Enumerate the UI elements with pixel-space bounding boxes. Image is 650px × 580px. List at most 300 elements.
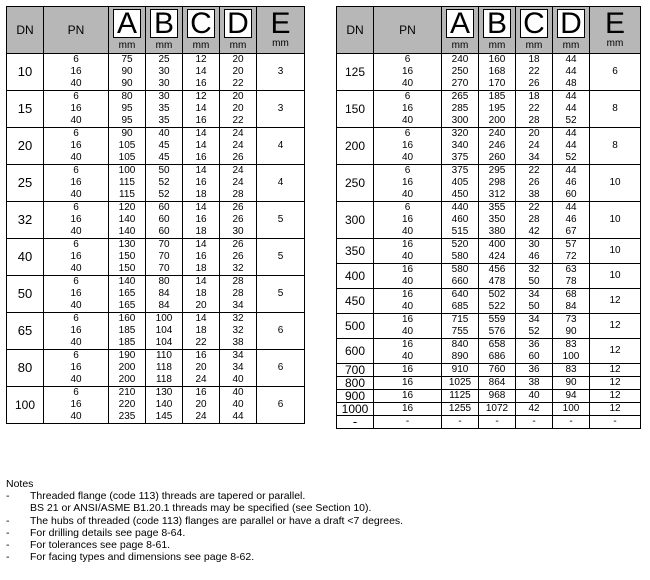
dim-cell: 26 (516, 177, 553, 189)
dim-cell: 50 (146, 165, 183, 178)
dim-cell: 115 (109, 189, 146, 202)
dim-cell: 28 (220, 288, 257, 300)
dim-cell: 168 (479, 66, 516, 78)
dim-cell: 110 (146, 350, 183, 363)
dim-cell: 14 (183, 239, 220, 252)
dim-cell: 150 (109, 263, 146, 276)
pn-cell: 40 (374, 78, 442, 91)
dim-cell: 25 (146, 54, 183, 67)
e-cell: 12 (590, 289, 641, 314)
dim-cell: 502 (479, 289, 516, 302)
dim-cell: 84 (146, 300, 183, 313)
dim-cell: 375 (442, 152, 479, 165)
dn-cell: 300 (337, 202, 374, 239)
dim-cell: 580 (442, 251, 479, 264)
dim-cell: 185 (109, 337, 146, 350)
pn-cell: 16 (374, 66, 442, 78)
dim-cell: 685 (442, 301, 479, 314)
dim-cell: 14 (183, 202, 220, 215)
dim-cell: - (553, 416, 590, 429)
dn-cell: 350 (337, 239, 374, 264)
dim-cell: 60 (516, 351, 553, 364)
dn-cell: - (337, 416, 374, 429)
header-letter-b: B (483, 9, 511, 38)
pn-cell: 6 (44, 165, 109, 178)
pn-cell: 40 (44, 337, 109, 350)
dim-cell: 140 (109, 214, 146, 226)
dim-cell: 48 (553, 78, 590, 91)
dn-cell: 200 (337, 128, 374, 165)
dn-cell: 50 (7, 276, 44, 313)
dim-cell: 24 (220, 140, 257, 152)
dim-cell: 83 (553, 364, 590, 377)
pn-cell: 16 (374, 364, 442, 377)
dim-cell: 80 (146, 276, 183, 289)
dim-cell: 14 (183, 103, 220, 115)
dim-cell: 24 (220, 165, 257, 178)
e-cell: 8 (590, 128, 641, 165)
header-c (516, 7, 553, 54)
e-cell: 5 (257, 202, 305, 239)
pn-cell: 6 (374, 165, 442, 178)
table-row (337, 239, 641, 252)
dim-cell: 968 (479, 390, 516, 403)
header-letter-d: D (224, 9, 252, 38)
note-dash: - (6, 526, 10, 539)
header-letter-c: C (520, 9, 548, 38)
pn-cell: 6 (44, 128, 109, 141)
pn-cell: 16 (44, 66, 109, 78)
dim-cell: 60 (146, 214, 183, 226)
dim-cell: 478 (479, 276, 516, 289)
dim-cell: 200 (109, 362, 146, 374)
e-cell: 10 (590, 264, 641, 289)
dim-cell: 715 (442, 314, 479, 327)
dim-cell: 45 (146, 140, 183, 152)
dim-cell: 840 (442, 339, 479, 352)
dim-cell: 68 (553, 289, 590, 302)
dn-cell: 450 (337, 289, 374, 314)
note-item (6, 539, 636, 551)
pn-cell: 40 (44, 189, 109, 202)
dim-cell: 104 (146, 337, 183, 350)
pn-cell: 16 (374, 264, 442, 277)
dim-cell: - (516, 416, 553, 429)
header-d (220, 7, 257, 54)
dim-cell: 22 (516, 103, 553, 115)
note-item (6, 551, 636, 563)
dim-cell: 576 (479, 326, 516, 339)
dim-cell: 28 (220, 189, 257, 202)
dim-cell: 22 (516, 202, 553, 215)
header-a (442, 7, 479, 54)
dim-cell: 270 (442, 78, 479, 91)
dim-cell: 70 (146, 251, 183, 263)
dim-cell: 686 (479, 351, 516, 364)
dim-cell: 90 (109, 128, 146, 141)
dim-cell: 50 (516, 301, 553, 314)
table-row (337, 314, 641, 327)
dim-cell: 16 (183, 251, 220, 263)
pn-cell: 16 (374, 289, 442, 302)
pn-cell: 16 (44, 288, 109, 300)
pn-cell: 6 (44, 387, 109, 400)
dim-cell: 18 (183, 226, 220, 239)
dim-cell: 240 (442, 54, 479, 67)
dim-cell: 32 (220, 325, 257, 337)
dim-cell: 52 (553, 152, 590, 165)
pn-cell: 6 (44, 350, 109, 363)
dim-cell: 40 (220, 374, 257, 387)
dim-cell: 44 (553, 91, 590, 104)
dim-cell: 14 (183, 66, 220, 78)
e-cell: 6 (257, 313, 305, 350)
dim-cell: 755 (442, 326, 479, 339)
dim-cell: 94 (553, 390, 590, 403)
dim-cell: 84 (146, 288, 183, 300)
dim-cell: 46 (516, 251, 553, 264)
pn-cell: 6 (374, 91, 442, 104)
dim-cell: 20 (220, 91, 257, 104)
e-cell: 10 (590, 165, 641, 202)
dim-cell: 165 (109, 300, 146, 313)
e-cell: 3 (257, 54, 305, 91)
pn-cell: 16 (44, 140, 109, 152)
table-row (337, 128, 641, 141)
dim-cell: 150 (109, 251, 146, 263)
dim-cell: 285 (442, 103, 479, 115)
dim-cell: 26 (220, 239, 257, 252)
dim-cell: 424 (479, 251, 516, 264)
dim-cell: 38 (516, 189, 553, 202)
dim-cell: 1255 (442, 403, 479, 416)
dim-cell: 100 (146, 313, 183, 326)
dim-cell: 20 (516, 128, 553, 141)
header-letter-a: A (446, 9, 474, 38)
dim-cell: 73 (553, 314, 590, 327)
dim-cell: 380 (479, 226, 516, 239)
dim-cell: 250 (442, 66, 479, 78)
e-cell: 10 (590, 239, 641, 264)
notes-list (6, 490, 636, 563)
dim-cell: 400 (479, 239, 516, 252)
pn-cell: 6 (44, 313, 109, 326)
note-text: BS 21 or ANSI/ASME B1.20.1 threads may be specified (see Section 10). (30, 502, 372, 515)
dim-cell: 580 (442, 264, 479, 277)
dn-cell: 900 (337, 390, 374, 403)
dn-cell: 500 (337, 314, 374, 339)
dim-cell: 298 (479, 177, 516, 189)
pn-cell: 40 (44, 152, 109, 165)
dim-cell: 185 (479, 91, 516, 104)
header-row (7, 7, 305, 54)
dim-cell: 20 (183, 399, 220, 411)
table-row (7, 313, 305, 326)
dim-cell: 105 (109, 152, 146, 165)
header-letter-c: C (187, 9, 215, 38)
dim-cell: 44 (553, 128, 590, 141)
dim-cell: 658 (479, 339, 516, 352)
e-cell: 6 (257, 350, 305, 387)
dim-cell: 910 (442, 364, 479, 377)
dim-cell: 34 (516, 314, 553, 327)
dim-cell: 40 (146, 128, 183, 141)
dim-cell: 12 (183, 54, 220, 67)
dim-cell: 140 (146, 399, 183, 411)
note-dash: - (6, 539, 10, 552)
dim-cell: 72 (553, 251, 590, 264)
dim-cell: 340 (442, 140, 479, 152)
note-item (6, 490, 636, 502)
table-right-body (337, 7, 641, 429)
header-unit: mm (606, 38, 624, 49)
e-cell: 8 (590, 91, 641, 128)
dim-cell: 24 (220, 128, 257, 141)
table-row (7, 91, 305, 104)
note-dash: - (6, 551, 10, 564)
dim-cell: 44 (553, 103, 590, 115)
dim-cell: 160 (479, 54, 516, 67)
pn-cell: 16 (374, 177, 442, 189)
header-c (183, 7, 220, 54)
dim-cell: 20 (183, 300, 220, 313)
dim-cell: 84 (553, 301, 590, 314)
pn-cell: 16 (374, 377, 442, 390)
dim-cell: 28 (516, 214, 553, 226)
dim-cell: 57 (553, 239, 590, 252)
header-row (337, 7, 641, 54)
pn-cell: 6 (374, 54, 442, 67)
note-text: For facing types and dimensions see page 8-62. (30, 551, 255, 564)
dim-cell: 30 (146, 66, 183, 78)
table-row (7, 128, 305, 141)
dim-cell: 32 (220, 313, 257, 326)
header-a (109, 7, 146, 54)
dim-cell: 18 (183, 325, 220, 337)
dim-cell: 26 (516, 78, 553, 91)
e-cell: 10 (590, 202, 641, 239)
header-letter-e: E (604, 7, 625, 40)
dim-cell: 75 (109, 54, 146, 67)
table-left-body (7, 7, 305, 424)
pn-cell: 16 (44, 177, 109, 189)
header-unit: mm (525, 40, 543, 51)
header-unit: mm (155, 40, 173, 51)
note-dash: - (6, 514, 10, 527)
pn-cell: 40 (374, 251, 442, 264)
table-row (337, 416, 641, 429)
dim-cell: 44 (220, 411, 257, 424)
header-e (257, 7, 305, 54)
dim-cell: 100 (553, 351, 590, 364)
table-row (7, 350, 305, 363)
table-row (337, 202, 641, 215)
dim-cell: 559 (479, 314, 516, 327)
dim-cell: 16 (183, 78, 220, 91)
note-dash: - (6, 490, 10, 503)
dim-cell: 26 (220, 202, 257, 215)
pn-cell: 40 (374, 276, 442, 289)
pn-cell: 16 (44, 103, 109, 115)
pn-cell: 16 (44, 214, 109, 226)
table-row (337, 54, 641, 67)
dim-cell: 34 (220, 362, 257, 374)
note-dash (6, 502, 30, 514)
dim-cell: 36 (516, 339, 553, 352)
dn-cell: 25 (7, 165, 44, 202)
dim-cell: 100 (553, 403, 590, 416)
dn-cell: 800 (337, 377, 374, 390)
table-row (337, 377, 641, 390)
e-cell: 5 (257, 276, 305, 313)
header-letter-d: D (557, 9, 585, 38)
header-dn: DN (7, 7, 44, 54)
dim-cell: - (479, 416, 516, 429)
dim-cell: 28 (220, 276, 257, 289)
table-row (337, 390, 641, 403)
header-pn: PN (44, 7, 109, 54)
header-letter-e: E (270, 7, 291, 40)
dn-cell: 150 (337, 91, 374, 128)
dim-cell: 44 (553, 165, 590, 178)
dim-cell: 20 (220, 103, 257, 115)
dim-cell: 14 (183, 128, 220, 141)
dim-cell: 355 (479, 202, 516, 215)
dn-cell: 700 (337, 364, 374, 377)
dim-cell: 35 (146, 103, 183, 115)
header-dn: DN (337, 7, 374, 54)
table-row (337, 165, 641, 178)
dim-cell: - (442, 416, 479, 429)
dim-cell: 18 (516, 54, 553, 67)
dim-cell: 34 (220, 350, 257, 363)
dim-cell: 36 (516, 364, 553, 377)
table-row (337, 364, 641, 377)
dim-cell: 78 (553, 276, 590, 289)
dim-cell: 90 (109, 66, 146, 78)
pn-cell: - (374, 416, 442, 429)
dn-cell: 65 (7, 313, 44, 350)
pn-cell: 16 (374, 103, 442, 115)
dim-cell: 30 (220, 226, 257, 239)
dim-cell: 22 (516, 165, 553, 178)
dim-cell: 90 (553, 326, 590, 339)
pn-cell: 16 (374, 239, 442, 252)
header-unit: mm (562, 40, 580, 51)
e-cell: 12 (590, 339, 641, 364)
dim-cell: 42 (516, 403, 553, 416)
dim-cell: 140 (109, 226, 146, 239)
table-row (7, 165, 305, 178)
pn-cell: 40 (44, 411, 109, 424)
dim-cell: 160 (109, 313, 146, 326)
dim-cell: 38 (220, 337, 257, 350)
e-cell: 6 (257, 387, 305, 424)
dim-cell: 63 (553, 264, 590, 277)
dim-cell: 515 (442, 226, 479, 239)
dim-cell: 42 (516, 226, 553, 239)
dim-cell: 24 (516, 140, 553, 152)
dim-cell: 760 (479, 364, 516, 377)
e-cell: 5 (257, 239, 305, 276)
pn-cell: 40 (374, 152, 442, 165)
dim-cell: 45 (146, 152, 183, 165)
pn-cell: 6 (44, 276, 109, 289)
dim-cell: 30 (146, 78, 183, 91)
dim-cell: 450 (442, 189, 479, 202)
dim-cell: 95 (109, 115, 146, 128)
note-text: Threaded flange (code 113) threads are tapered or parallel. (30, 490, 306, 503)
dim-cell: 14 (183, 313, 220, 326)
dim-cell: 295 (479, 165, 516, 178)
dim-cell: 80 (109, 91, 146, 104)
header-b (479, 7, 516, 54)
dim-cell: 240 (479, 128, 516, 141)
pn-cell: 6 (374, 128, 442, 141)
dim-cell: 195 (479, 103, 516, 115)
flange-dimensions-table-right (336, 6, 641, 429)
dim-cell: 118 (146, 374, 183, 387)
dim-cell: 32 (516, 264, 553, 277)
dim-cell: 200 (109, 374, 146, 387)
dim-cell: 24 (183, 374, 220, 387)
dn-cell: 125 (337, 54, 374, 91)
dim-cell: 52 (553, 115, 590, 128)
pn-cell: 40 (374, 115, 442, 128)
dim-cell: 22 (516, 66, 553, 78)
pn-cell: 16 (374, 403, 442, 416)
dim-cell: 30 (146, 91, 183, 104)
e-cell: 12 (590, 390, 641, 403)
pn-cell: 40 (44, 78, 109, 91)
dim-cell: 52 (516, 326, 553, 339)
dim-cell: 130 (109, 239, 146, 252)
pn-cell: 16 (374, 390, 442, 403)
table-row (7, 387, 305, 400)
pn-cell: 6 (374, 202, 442, 215)
dim-cell: 26 (220, 251, 257, 263)
dim-cell: 20 (220, 66, 257, 78)
dim-cell: 185 (109, 325, 146, 337)
note-item (6, 515, 636, 527)
dim-cell: 34 (516, 152, 553, 165)
dim-cell: 170 (479, 78, 516, 91)
dim-cell: 312 (479, 189, 516, 202)
pn-cell: 16 (374, 140, 442, 152)
pn-cell: 16 (44, 251, 109, 263)
dim-cell: 1072 (479, 403, 516, 416)
dim-cell: 20 (183, 362, 220, 374)
header-unit: mm (229, 40, 247, 51)
note-text: For drilling details see page 8-64. (30, 526, 186, 539)
dim-cell: 52 (146, 177, 183, 189)
dim-cell: 16 (183, 387, 220, 400)
header-e (590, 7, 641, 54)
table-row (337, 403, 641, 416)
e-cell: - (590, 416, 641, 429)
dim-cell: 22 (183, 337, 220, 350)
dim-cell: 200 (479, 115, 516, 128)
dim-cell: 16 (183, 214, 220, 226)
pn-cell: 40 (374, 351, 442, 364)
table-row (337, 91, 641, 104)
pn-cell: 40 (44, 263, 109, 276)
table-row (337, 264, 641, 277)
dim-cell: 460 (442, 214, 479, 226)
dn-cell: 1000 (337, 403, 374, 416)
dim-cell: 83 (553, 339, 590, 352)
table-row (7, 202, 305, 215)
